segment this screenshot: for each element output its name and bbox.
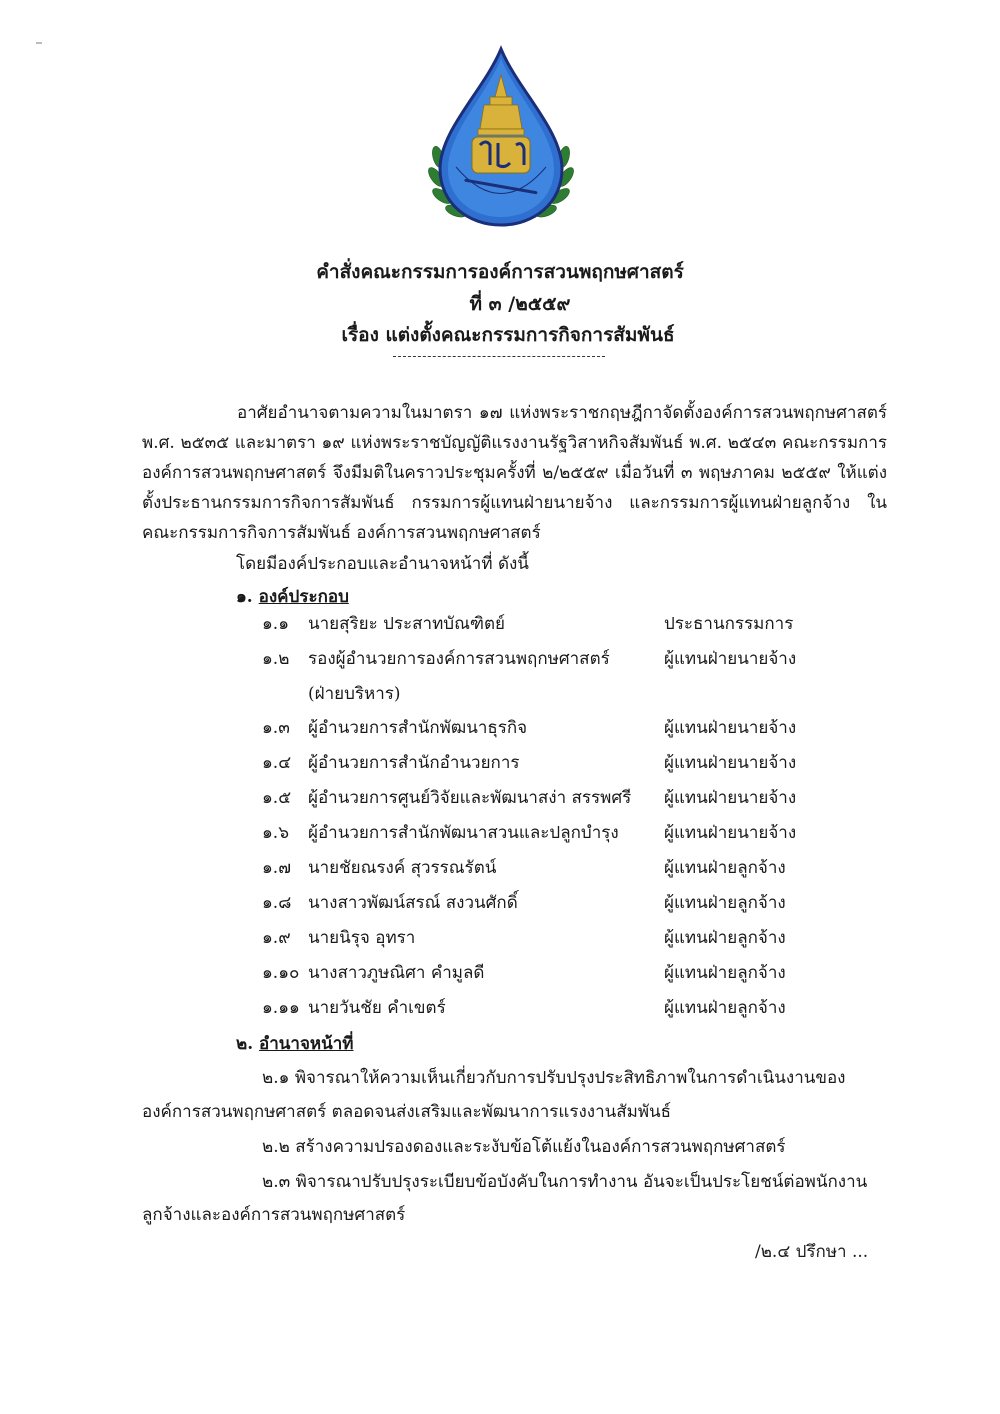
member-name: ผู้อำนวยการสำนักพัฒนาธุรกิจ xyxy=(308,718,528,738)
member-name: ผู้อำนวยการสำนักพัฒนาสวนและปลูกบำรุง xyxy=(308,823,619,843)
divider xyxy=(393,356,605,357)
member-number: ๑.๕ xyxy=(262,788,292,808)
duty-number: ๒.๒ xyxy=(262,1137,290,1157)
member-number: ๑.๑๐ xyxy=(262,963,300,983)
member-name: นางสาวพัฒน์สรณ์ สงวนศักดิ์ xyxy=(308,893,518,913)
member-name-continued: (ฝ่ายบริหาร) xyxy=(308,684,401,704)
member-role: ผู้แทนฝ่ายนายจ้าง xyxy=(664,823,797,843)
member-number: ๑.๗ xyxy=(262,858,291,878)
member-role: ผู้แทนฝ่ายนายจ้าง xyxy=(664,718,797,738)
member-number: ๑.๓ xyxy=(262,718,290,738)
continued-marker: /๒.๔ ปรึกษา ... xyxy=(755,1242,869,1262)
member-number: ๑.๙ xyxy=(262,928,291,948)
member-name: ผู้อำนวยการสำนักอำนวยการ xyxy=(308,753,520,773)
section2-title: อำนาจหน้าที่ xyxy=(259,1034,354,1054)
duty-number: ๒.๓ xyxy=(262,1172,291,1192)
order-number: ที่ ๓ /๒๕๕๙ xyxy=(469,293,571,315)
duty-text-continued: องค์การสวนพฤกษศาสตร์ ตลอดจนส่งเสริมและพัฒนาการแรงงานสัมพันธ์ xyxy=(142,1102,672,1122)
member-name: ผู้อำนวยการศูนย์วิจัยและพัฒนาสง่า สรรพศรี xyxy=(308,788,632,808)
duty-text-continued: ลูกจ้างและองค์การสวนพฤกษศาสตร์ xyxy=(142,1205,406,1225)
duty-number: ๒.๑ xyxy=(262,1068,290,1088)
duty-text: พิจารณาให้ความเห็นเกี่ยวกับการปรับปรุงประสิทธิภาพในการดำเนินงานของ xyxy=(294,1068,846,1088)
member-name: นางสาวภูษณิศา คำมูลดี xyxy=(308,963,485,983)
section2-heading xyxy=(236,1030,354,1057)
member-role: ประธานกรรมการ xyxy=(664,614,794,634)
member-number: ๑.๑ xyxy=(262,614,289,634)
member-number: ๑.๘ xyxy=(262,893,292,913)
member-name: นายสุริยะ ประสาทบัณฑิตย์ xyxy=(308,614,505,634)
duty-item xyxy=(262,1133,786,1160)
member-name: นายนิรุจ อุทรา xyxy=(308,928,416,948)
member-name: รองผู้อำนวยการองค์การสวนพฤกษศาสตร์ xyxy=(308,649,610,669)
member-role: ผู้แทนฝ่ายนายจ้าง xyxy=(664,788,797,808)
member-number: ๑.๔ xyxy=(262,753,292,773)
section1-title: องค์ประกอบ xyxy=(258,587,349,607)
scan-speck xyxy=(36,42,42,44)
duty-text: สร้างความปรองดองและระงับข้อโต้แย้งในองค์การสวนพฤกษศาสตร์ xyxy=(295,1137,786,1157)
intro-line: โดยมีองค์ประกอบและอำนาจหน้าที่ ดังนี้ xyxy=(236,554,529,574)
member-number: ๑.๖ xyxy=(262,823,289,843)
duty-text: พิจารณาปรับปรุงระเบียบข้อบังคับในการทำงาน อันจะเป็นประโยชน์ต่อพนักงาน xyxy=(295,1172,868,1192)
member-role: ผู้แทนฝ่ายนายจ้าง xyxy=(664,649,797,669)
member-number: ๑.๑๑ xyxy=(262,998,300,1018)
section1-heading xyxy=(236,583,349,610)
member-role: ผู้แทนฝ่ายลูกจ้าง xyxy=(664,998,786,1018)
authority-paragraph: อาศัยอำนาจตามความในมาตรา ๑๗ แห่งพระราชกฤษฎีกาจัดตั้งองค์การสวนพฤกษศาสตร์ พ.ศ. ๒๕๓๕ และมาตรา ๑๙ แห่งพระราชบัญญัติแรงงานรัฐวิสาหกิจสัมพันธ์ พ.ศ. ๒๕๔๓ คณะกรรมการองค์การสวนพฤกษศาสตร์ จึงมีมติในคราวประชุมครั้งที่ ๒/๒๕๕๙ เมื่อวันที่ ๓ พฤษภาคม ๒๕๕๙ ให้แต่งตั้งประธานกรรมการกิจการสัมพันธ์ กรรมการผู้แทนฝ่ายนายจ้าง และกรรมการผู้แทนฝ่ายลูกจ้าง ในคณะกรรมการกิจการสัมพันธ์ องค์การสวนพฤกษศาสตร์ xyxy=(142,403,887,543)
section2-number: ๒. xyxy=(236,1034,254,1054)
duty-item xyxy=(262,1168,867,1195)
member-name: นายวันชัย คำเขตร์ xyxy=(308,998,446,1018)
duty-item xyxy=(262,1064,846,1091)
order-title: คำสั่งคณะกรรมการองค์การสวนพฤกษศาสตร์ xyxy=(316,261,684,283)
section1-number: ๑. xyxy=(236,587,253,607)
member-role: ผู้แทนฝ่ายลูกจ้าง xyxy=(664,963,786,983)
member-name: นายชัยณรงค์ สุวรรณรัตน์ xyxy=(308,858,497,878)
member-role: ผู้แทนฝ่ายนายจ้าง xyxy=(664,753,797,773)
member-role: ผู้แทนฝ่ายลูกจ้าง xyxy=(664,928,786,948)
organization-logo xyxy=(428,45,574,230)
member-role: ผู้แทนฝ่ายลูกจ้าง xyxy=(664,893,786,913)
member-number: ๑.๒ xyxy=(262,649,290,669)
member-role: ผู้แทนฝ่ายลูกจ้าง xyxy=(664,858,786,878)
order-subject: เรื่อง แต่งตั้งคณะกรรมการกิจการสัมพันธ์ xyxy=(341,324,675,346)
